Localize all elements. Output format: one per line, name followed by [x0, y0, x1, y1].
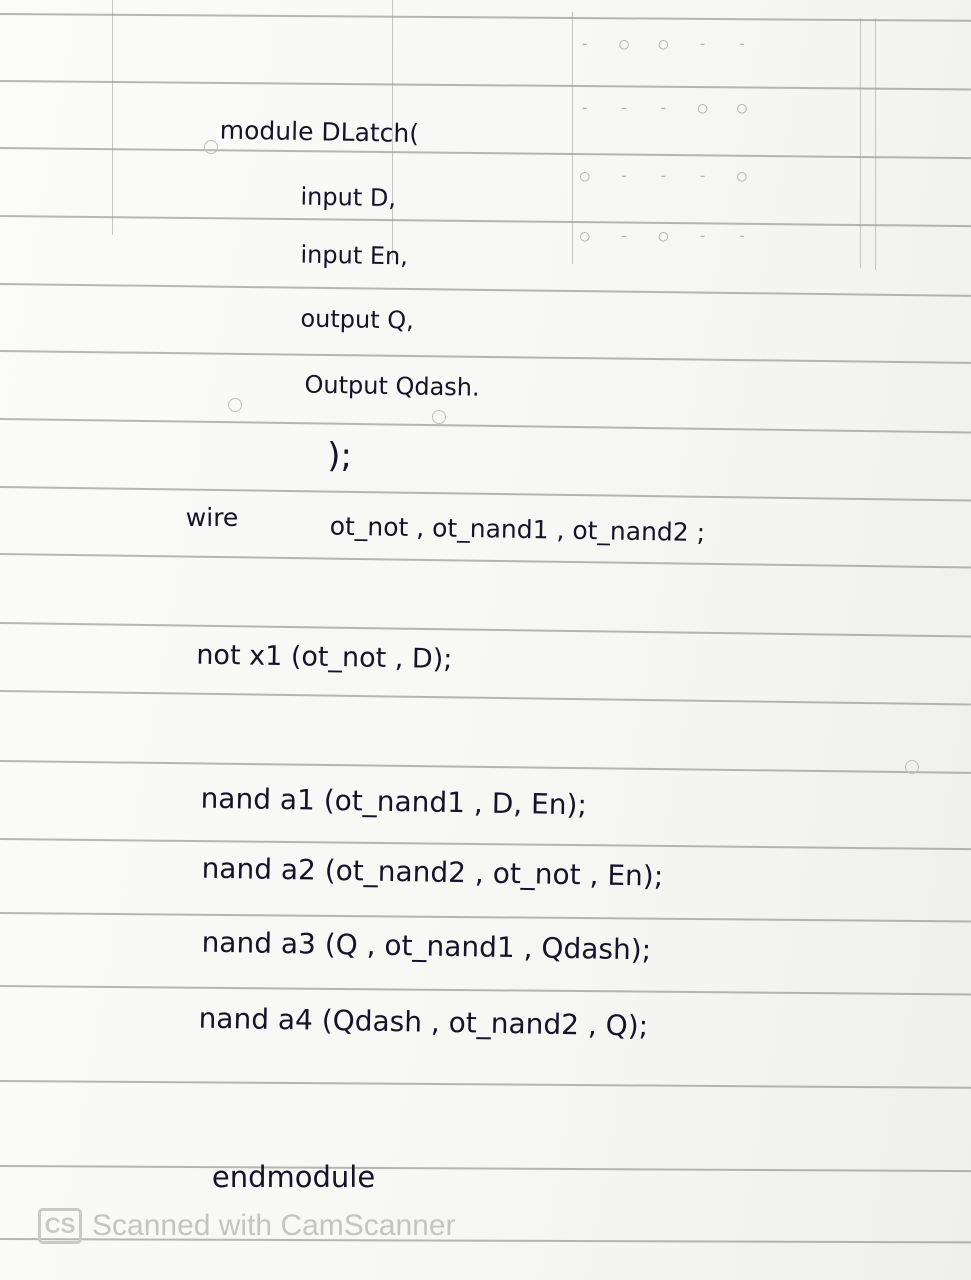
- code-keyword-wire: wire: [185, 503, 239, 532]
- code-line-input-en: input En,: [300, 240, 409, 271]
- ruled-line: [0, 283, 971, 297]
- code-line-output-q: output Q,: [300, 304, 415, 335]
- camscanner-watermark: [38, 1204, 456, 1248]
- code-line-module: module DLatch(: [219, 115, 420, 149]
- ruled-line: [0, 1165, 971, 1172]
- code-line-output-qdash: Output Qdash.: [304, 370, 480, 402]
- bleed-through-marks: - ○ ○ - -: [580, 34, 757, 53]
- bleed-through-circle: [905, 760, 919, 774]
- ruled-line: [0, 690, 971, 706]
- code-line-input-d: input D,: [300, 182, 397, 213]
- ruled-line: [0, 80, 971, 90]
- code-wire-list: ot_not , ot_nand1 , ot_nand2 ;: [329, 511, 706, 548]
- ruled-line: [0, 147, 971, 159]
- camscanner-logo-icon: CS: [38, 1208, 82, 1244]
- code-line-nand-a3: nand a3 (Q , ot_nand1 , Qdash);: [201, 925, 652, 967]
- watermark-text: Scanned with CamScanner: [92, 1209, 456, 1242]
- ruled-line: [0, 418, 971, 434]
- ruled-line: [0, 215, 971, 227]
- bleed-through-line: [112, 0, 113, 235]
- code-line-nand-a1: nand a1 (ot_nand1 , D, En);: [200, 781, 588, 822]
- code-line-close-paren: );: [327, 436, 352, 476]
- bleed-through-marks: - - - ○ ○: [580, 98, 757, 117]
- bleed-through-circle: [228, 398, 242, 412]
- code-line-nand-a2: nand a2 (ot_nand2 , ot_not , En);: [201, 851, 664, 893]
- code-line-not-gate: not x1 (ot_not , D);: [196, 639, 453, 676]
- code-line-endmodule: endmodule: [211, 1160, 376, 1194]
- bleed-through-marks: ○ - - - ○: [580, 166, 757, 185]
- ruled-line: [0, 1080, 971, 1089]
- bleed-through-marks: ○ - ○ - -: [580, 226, 757, 245]
- bleed-through-line: [860, 18, 861, 268]
- code-line-nand-a4: nand a4 (Qdash , ot_nand2 , Q);: [198, 1001, 649, 1043]
- ruled-line: [0, 13, 971, 22]
- bleed-through-line: [875, 18, 876, 270]
- ruled-line: [0, 622, 971, 638]
- ruled-line: [0, 350, 971, 364]
- bleed-through-line: [572, 12, 573, 264]
